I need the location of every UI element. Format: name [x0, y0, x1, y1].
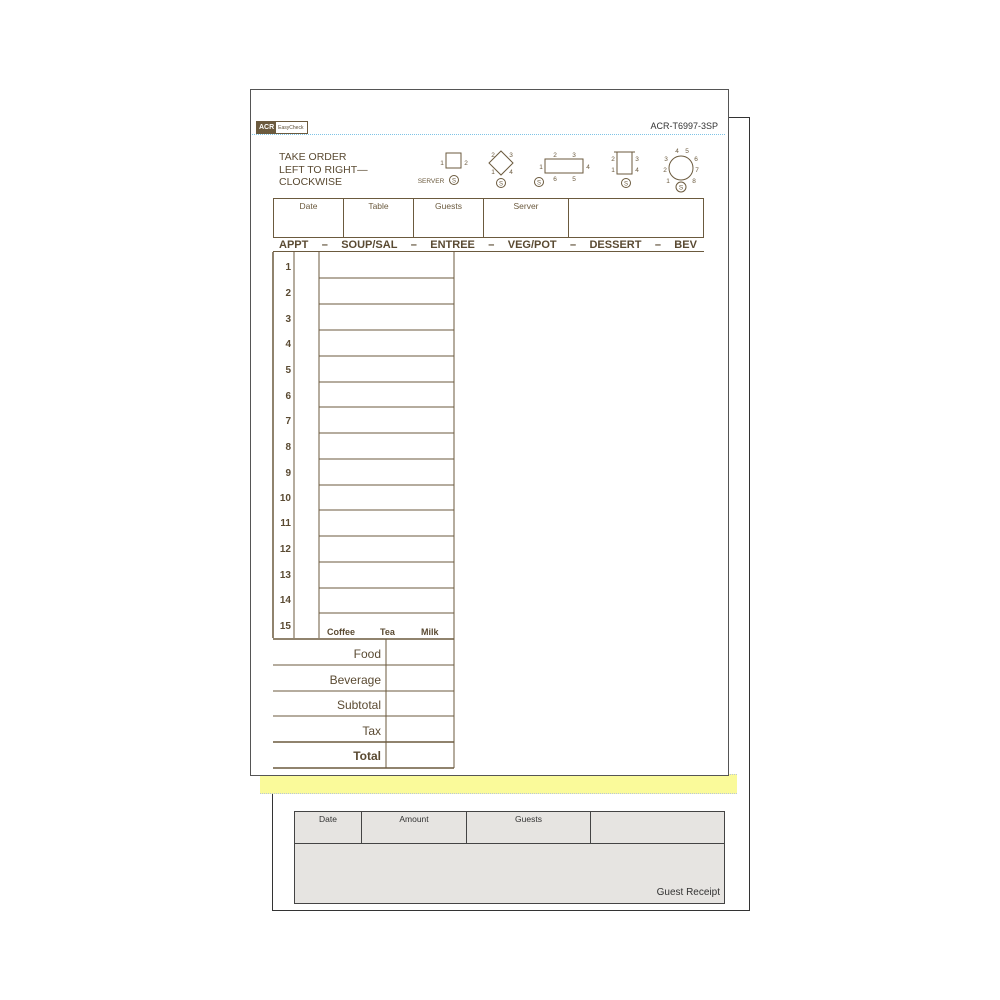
course-bev: BEV: [674, 239, 697, 251]
row-number: 7: [285, 416, 291, 427]
seat-number: 4: [509, 169, 513, 176]
server-field[interactable]: [484, 199, 569, 237]
course-dessert: DESSERT: [589, 239, 642, 251]
seat-number: 3: [572, 152, 576, 159]
receipt-guests-field[interactable]: [467, 812, 591, 843]
date-field[interactable]: [274, 199, 344, 237]
row-number: 12: [279, 544, 291, 555]
seat-symbol: S: [678, 184, 684, 192]
row-number: 8: [285, 442, 291, 453]
course-separator: –: [321, 239, 328, 251]
seat-number: 1: [491, 169, 495, 176]
row-number: 2: [285, 288, 291, 299]
receipt-divider: [295, 843, 724, 844]
beverage-tea: Tea: [380, 627, 395, 637]
seat-number: 8: [692, 178, 696, 185]
receipt-date-field[interactable]: [295, 812, 362, 843]
course-veg-pot: VEG/POT: [507, 239, 557, 251]
course-separator: –: [654, 239, 661, 251]
receipt-date-label: Date: [319, 814, 337, 824]
seating-diagram: [446, 151, 693, 192]
brand-logo-main: ACR: [259, 124, 275, 131]
instruction-line: TAKE ORDER: [279, 151, 347, 163]
beverage-milk: Milk: [421, 627, 439, 637]
course-appt: APPT: [279, 239, 309, 251]
row-number: 9: [285, 468, 291, 479]
total-beverage-label: Beverage: [329, 673, 381, 687]
receipt-extra-field[interactable]: [591, 812, 724, 843]
seat-number: 4: [586, 164, 590, 171]
seat-number: 1: [539, 164, 543, 171]
receipt-amount-field[interactable]: [362, 812, 467, 843]
course-rule: [273, 251, 704, 252]
row-number: 4: [285, 339, 291, 350]
seat-symbol: S: [536, 180, 542, 187]
beverage-coffee: Coffee: [327, 627, 356, 637]
row-number: 14: [279, 595, 291, 606]
guests-field[interactable]: [414, 199, 484, 237]
seat-number: 4: [675, 148, 679, 155]
row-number: 15: [279, 621, 291, 632]
extra-field[interactable]: [569, 199, 703, 237]
seat-number: 3: [509, 152, 513, 159]
guest-receipt: [294, 811, 725, 904]
course-sequence: [275, 239, 701, 251]
seat-symbol: S: [498, 181, 504, 188]
seat-number: 2: [663, 167, 667, 174]
form-code: ACR-T6997-3SP: [650, 121, 718, 131]
row-number: 5: [285, 365, 291, 376]
grand-total-label: Total: [353, 749, 381, 763]
server-label: SERVER: [417, 178, 445, 185]
row-number: 11: [280, 518, 291, 529]
subtotal-label: Subtotal: [336, 698, 381, 712]
course-separator: –: [488, 239, 495, 251]
receipt-amount-label: Amount: [399, 814, 429, 824]
instruction-line: LEFT TO RIGHT—: [279, 163, 368, 176]
brand-logo-sub: EasyCheck: [278, 124, 304, 131]
seat-number: 1: [611, 167, 615, 174]
order-lines-grid: [273, 252, 454, 768]
seat-number: 6: [694, 156, 698, 163]
seat-number: 4: [635, 167, 639, 174]
row-number: 13: [279, 570, 291, 581]
square-table-icon: [446, 153, 461, 168]
seat-number: 1: [666, 178, 670, 185]
seat-number: 7: [695, 167, 699, 174]
seat-number: 2: [611, 156, 615, 163]
row-number: 1: [285, 262, 291, 273]
narrow-table-icon: [617, 152, 632, 174]
course-entree: ENTREE: [430, 239, 475, 251]
course-separator: –: [410, 239, 417, 251]
round-table-icon: [669, 156, 693, 180]
seat-number: 2: [553, 152, 557, 159]
seat-symbol: S: [451, 178, 457, 185]
seat-number: 5: [685, 148, 689, 155]
seat-number: 5: [572, 176, 576, 183]
guest-receipt-label: Guest Receipt: [656, 887, 720, 898]
seat-number: 2: [464, 160, 468, 167]
order-header-fields: [273, 198, 704, 238]
instruction-line: CLOCKWISE: [279, 176, 343, 188]
seat-number: 1: [440, 160, 444, 167]
total-food-label: Food: [353, 647, 381, 661]
receipt-guests-label: Guests: [515, 814, 542, 824]
rect-table-icon: [545, 159, 583, 173]
row-number: 10: [279, 493, 291, 504]
seat-number: 6: [553, 176, 557, 183]
seat-number: 2: [491, 152, 495, 159]
table-label: Table: [368, 201, 389, 211]
row-number: 3: [285, 314, 291, 325]
seat-number: 3: [664, 156, 668, 163]
guests-label: Guests: [435, 201, 462, 211]
server-label: Server: [513, 201, 539, 211]
course-separator: –: [570, 239, 577, 251]
course-soup-salad: SOUP/SAL: [341, 239, 398, 251]
tax-label: Tax: [362, 724, 381, 738]
row-number: 6: [285, 391, 291, 402]
date-label: Date: [299, 201, 318, 211]
seat-symbol: S: [623, 181, 629, 188]
seat-number: 3: [635, 156, 639, 163]
table-field[interactable]: [344, 199, 414, 237]
